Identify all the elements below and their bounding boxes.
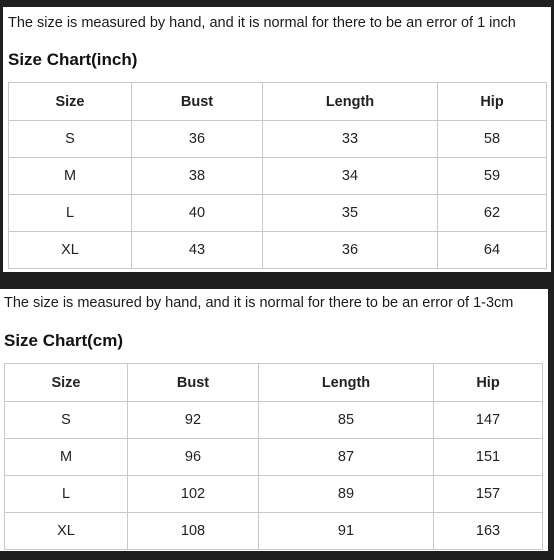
size-table-inch (8, 82, 547, 269)
cell-size: M (9, 158, 132, 195)
cell-bust: 96 (128, 439, 259, 476)
cell-hip: 64 (438, 232, 547, 269)
cell-hip: 147 (434, 402, 543, 439)
inch-size-panel (3, 7, 551, 272)
cell-bust: 102 (128, 476, 259, 513)
size-chart-title: Size Chart(cm) (4, 331, 124, 350)
column-header-hip: Hip (438, 83, 547, 121)
cell-length: 91 (259, 513, 434, 550)
cell-hip: 157 (434, 476, 543, 513)
column-header-length: Length (259, 364, 434, 402)
table-row (9, 121, 547, 158)
table-row (9, 195, 547, 232)
cell-hip: 62 (438, 195, 547, 232)
table-row (5, 513, 543, 550)
cell-length: 89 (259, 476, 434, 513)
cell-bust: 40 (132, 195, 263, 232)
column-header-bust: Bust (132, 83, 263, 121)
cell-length: 35 (263, 195, 438, 232)
cell-length: 87 (259, 439, 434, 476)
cell-hip: 58 (438, 121, 547, 158)
table-header-row (5, 364, 543, 402)
cell-size: XL (5, 513, 128, 550)
cell-length: 34 (263, 158, 438, 195)
cell-length: 33 (263, 121, 438, 158)
cell-hip: 151 (434, 439, 543, 476)
cell-size: S (9, 121, 132, 158)
column-header-bust: Bust (128, 364, 259, 402)
cell-bust: 108 (128, 513, 259, 550)
cell-bust: 92 (128, 402, 259, 439)
cell-size: S (5, 402, 128, 439)
cell-size: L (5, 476, 128, 513)
column-header-length: Length (263, 83, 438, 121)
cell-size: L (9, 195, 132, 232)
table-row (5, 402, 543, 439)
cell-bust: 36 (132, 121, 263, 158)
table-row (5, 439, 543, 476)
cell-bust: 43 (132, 232, 263, 269)
cm-size-panel (0, 289, 548, 551)
table-row (5, 476, 543, 513)
table-header-row (9, 83, 547, 121)
cell-size: XL (9, 232, 132, 269)
cell-bust: 38 (132, 158, 263, 195)
size-table-cm (4, 363, 543, 550)
measurement-note: The size is measured by hand, and it is normal for there to be an error of 1 inch (8, 15, 516, 31)
column-header-size: Size (5, 364, 128, 402)
cell-length: 85 (259, 402, 434, 439)
cell-length: 36 (263, 232, 438, 269)
measurement-note: The size is measured by hand, and it is normal for there to be an error of 1-3cm (4, 295, 514, 311)
column-header-hip: Hip (434, 364, 543, 402)
cell-hip: 163 (434, 513, 543, 550)
table-row (9, 158, 547, 195)
column-header-size: Size (9, 83, 132, 121)
cell-hip: 59 (438, 158, 547, 195)
size-chart-title: Size Chart(inch) (8, 50, 138, 69)
table-row (9, 232, 547, 269)
cell-size: M (5, 439, 128, 476)
